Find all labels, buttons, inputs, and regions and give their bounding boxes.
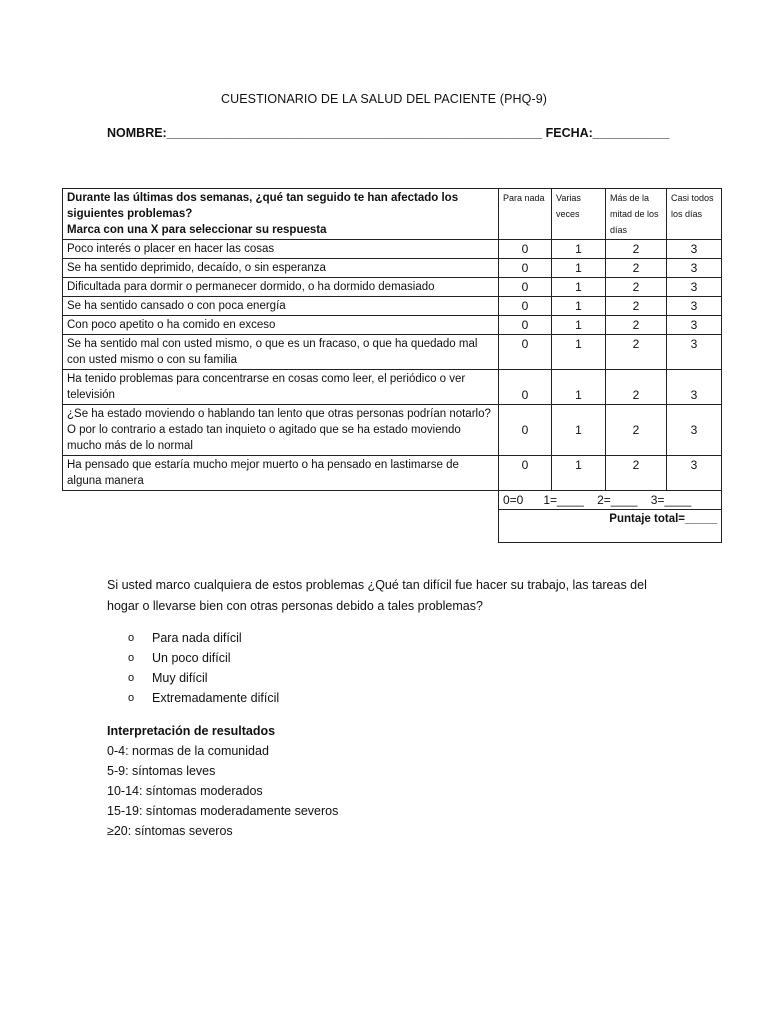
interpretation-line: 0-4: normas de la comunidad	[107, 744, 269, 758]
score-1[interactable]: 1	[552, 278, 606, 297]
header-instruction-text: Marca con una X para seleccionar su respuesta	[67, 224, 327, 236]
option-label: Extremadamente difícil	[152, 691, 280, 705]
header-question-text: Durante las últimas dos semanas, ¿qué tan seguido te han afectado los siguientes problemas?	[67, 192, 459, 220]
table-row	[63, 370, 722, 405]
score-0[interactable]: 0	[499, 456, 552, 491]
score-2[interactable]: 2	[606, 335, 667, 370]
circle-bullet-icon: o	[128, 672, 135, 684]
score-0[interactable]: 0	[499, 405, 552, 456]
row-question: Se ha sentido deprimido, decaído, o sin esperanza	[63, 259, 499, 278]
row-question: Ha pensado que estaría mucho mejor muerto o ha pensado en lastimarse de alguna manera	[63, 456, 499, 491]
score-3[interactable]: 3	[667, 278, 722, 297]
row-question: ¿Se ha estado moviendo o hablando tan lento que otras personas podrían notarlo? O por lo contrario a estado tan inquieto o agitado que se ha estado moviendo mucho más de lo normal	[63, 405, 499, 456]
row-question: Dificultada para dormir o permanecer dormido, o ha dormido demasiado	[63, 278, 499, 297]
option-header-2: Más de la mitad de los días	[606, 189, 667, 240]
interpretation-line: 10-14: síntomas moderados	[107, 784, 263, 798]
table-row	[63, 335, 722, 370]
score-0[interactable]: 0	[499, 278, 552, 297]
option-header-3: Casi todos los días	[667, 189, 722, 240]
score-2[interactable]: 2	[606, 259, 667, 278]
score-0[interactable]: 0	[499, 259, 552, 278]
row-question: Se ha sentido cansado o con poca energía	[63, 297, 499, 316]
table-row	[63, 456, 722, 491]
score-2[interactable]: 2	[606, 316, 667, 335]
table-header-row	[63, 189, 722, 240]
score-0[interactable]: 0	[499, 335, 552, 370]
score-0[interactable]: 0	[499, 370, 552, 405]
list-item[interactable]	[128, 628, 279, 648]
score-1[interactable]: 1	[552, 316, 606, 335]
name-date-line[interactable]: NOMBRE:______________________________________________________ FECHA:___________	[107, 126, 670, 140]
score-1[interactable]: 1	[552, 240, 606, 259]
score-3[interactable]: 3	[667, 335, 722, 370]
score-0[interactable]: 0	[499, 240, 552, 259]
score-3[interactable]: 3	[667, 370, 722, 405]
score-3[interactable]: 3	[667, 316, 722, 335]
option-label: Para nada difícil	[152, 631, 242, 645]
list-item[interactable]	[128, 688, 279, 708]
score-line-text: 0=0 1=____ 2=____ 3=____	[503, 493, 692, 507]
interpretation-line: 15-19: síntomas moderadamente severos	[107, 804, 339, 818]
score-2[interactable]: 2	[606, 240, 667, 259]
score-summary-row	[63, 491, 722, 510]
score-3[interactable]: 3	[667, 456, 722, 491]
score-0[interactable]: 0	[499, 297, 552, 316]
total-score[interactable]: Puntaje total=_____	[499, 510, 722, 543]
phq9-table	[62, 188, 722, 543]
circle-bullet-icon: o	[128, 632, 135, 644]
table-row	[63, 297, 722, 316]
score-3[interactable]: 3	[667, 297, 722, 316]
table-row	[63, 316, 722, 335]
table-row	[63, 278, 722, 297]
list-item[interactable]	[128, 668, 279, 688]
row-question: Con poco apetito o ha comido en exceso	[63, 316, 499, 335]
option-header-1: Varias veces	[552, 189, 606, 240]
row-question: Se ha sentido mal con usted mismo, o que es un fracaso, o que ha quedado mal con usted mismo o con su familia	[63, 335, 499, 370]
score-3[interactable]: 3	[667, 259, 722, 278]
row-question: Poco interés o placer en hacer las cosas	[63, 240, 499, 259]
score-1[interactable]: 1	[552, 370, 606, 405]
score-line[interactable]	[499, 491, 722, 510]
page-title: CUESTIONARIO DE LA SALUD DEL PACIENTE (PHQ-9)	[220, 92, 548, 106]
score-1[interactable]: 1	[552, 297, 606, 316]
score-3[interactable]: 3	[667, 240, 722, 259]
circle-bullet-icon: o	[128, 692, 135, 704]
difficulty-options	[128, 628, 279, 708]
option-label: Muy difícil	[152, 671, 208, 685]
difficulty-question: Si usted marco cualquiera de estos problemas ¿Qué tan difícil fue hacer su trabajo, las tareas del hogar o llevarse bien con otras personas debido a tales problemas?	[107, 578, 647, 613]
header-question	[63, 189, 499, 240]
score-1[interactable]: 1	[552, 456, 606, 491]
score-2[interactable]: 2	[606, 297, 667, 316]
table-row	[63, 405, 722, 456]
row-question: Ha tenido problemas para concentrarse en cosas como leer, el periódico o ver televisión	[63, 370, 499, 405]
score-2[interactable]: 2	[606, 278, 667, 297]
option-header-0: Para nada	[499, 189, 552, 240]
score-2[interactable]: 2	[606, 456, 667, 491]
score-3[interactable]: 3	[667, 405, 722, 456]
score-0[interactable]: 0	[499, 316, 552, 335]
interpretation-line: ≥20: síntomas severos	[107, 824, 233, 838]
interpretation-line: 5-9: síntomas leves	[107, 764, 216, 778]
interpretation-heading: Interpretación de resultados	[107, 724, 276, 738]
interpretation-section	[107, 721, 338, 841]
score-1[interactable]: 1	[552, 335, 606, 370]
score-2[interactable]: 2	[606, 405, 667, 456]
table-row	[63, 240, 722, 259]
total-row	[63, 510, 722, 543]
circle-bullet-icon: o	[128, 652, 135, 664]
list-item[interactable]	[128, 648, 279, 668]
score-1[interactable]: 1	[552, 405, 606, 456]
table-row	[63, 259, 722, 278]
option-label: Un poco difícil	[152, 651, 231, 665]
score-1[interactable]: 1	[552, 259, 606, 278]
score-2[interactable]: 2	[606, 370, 667, 405]
